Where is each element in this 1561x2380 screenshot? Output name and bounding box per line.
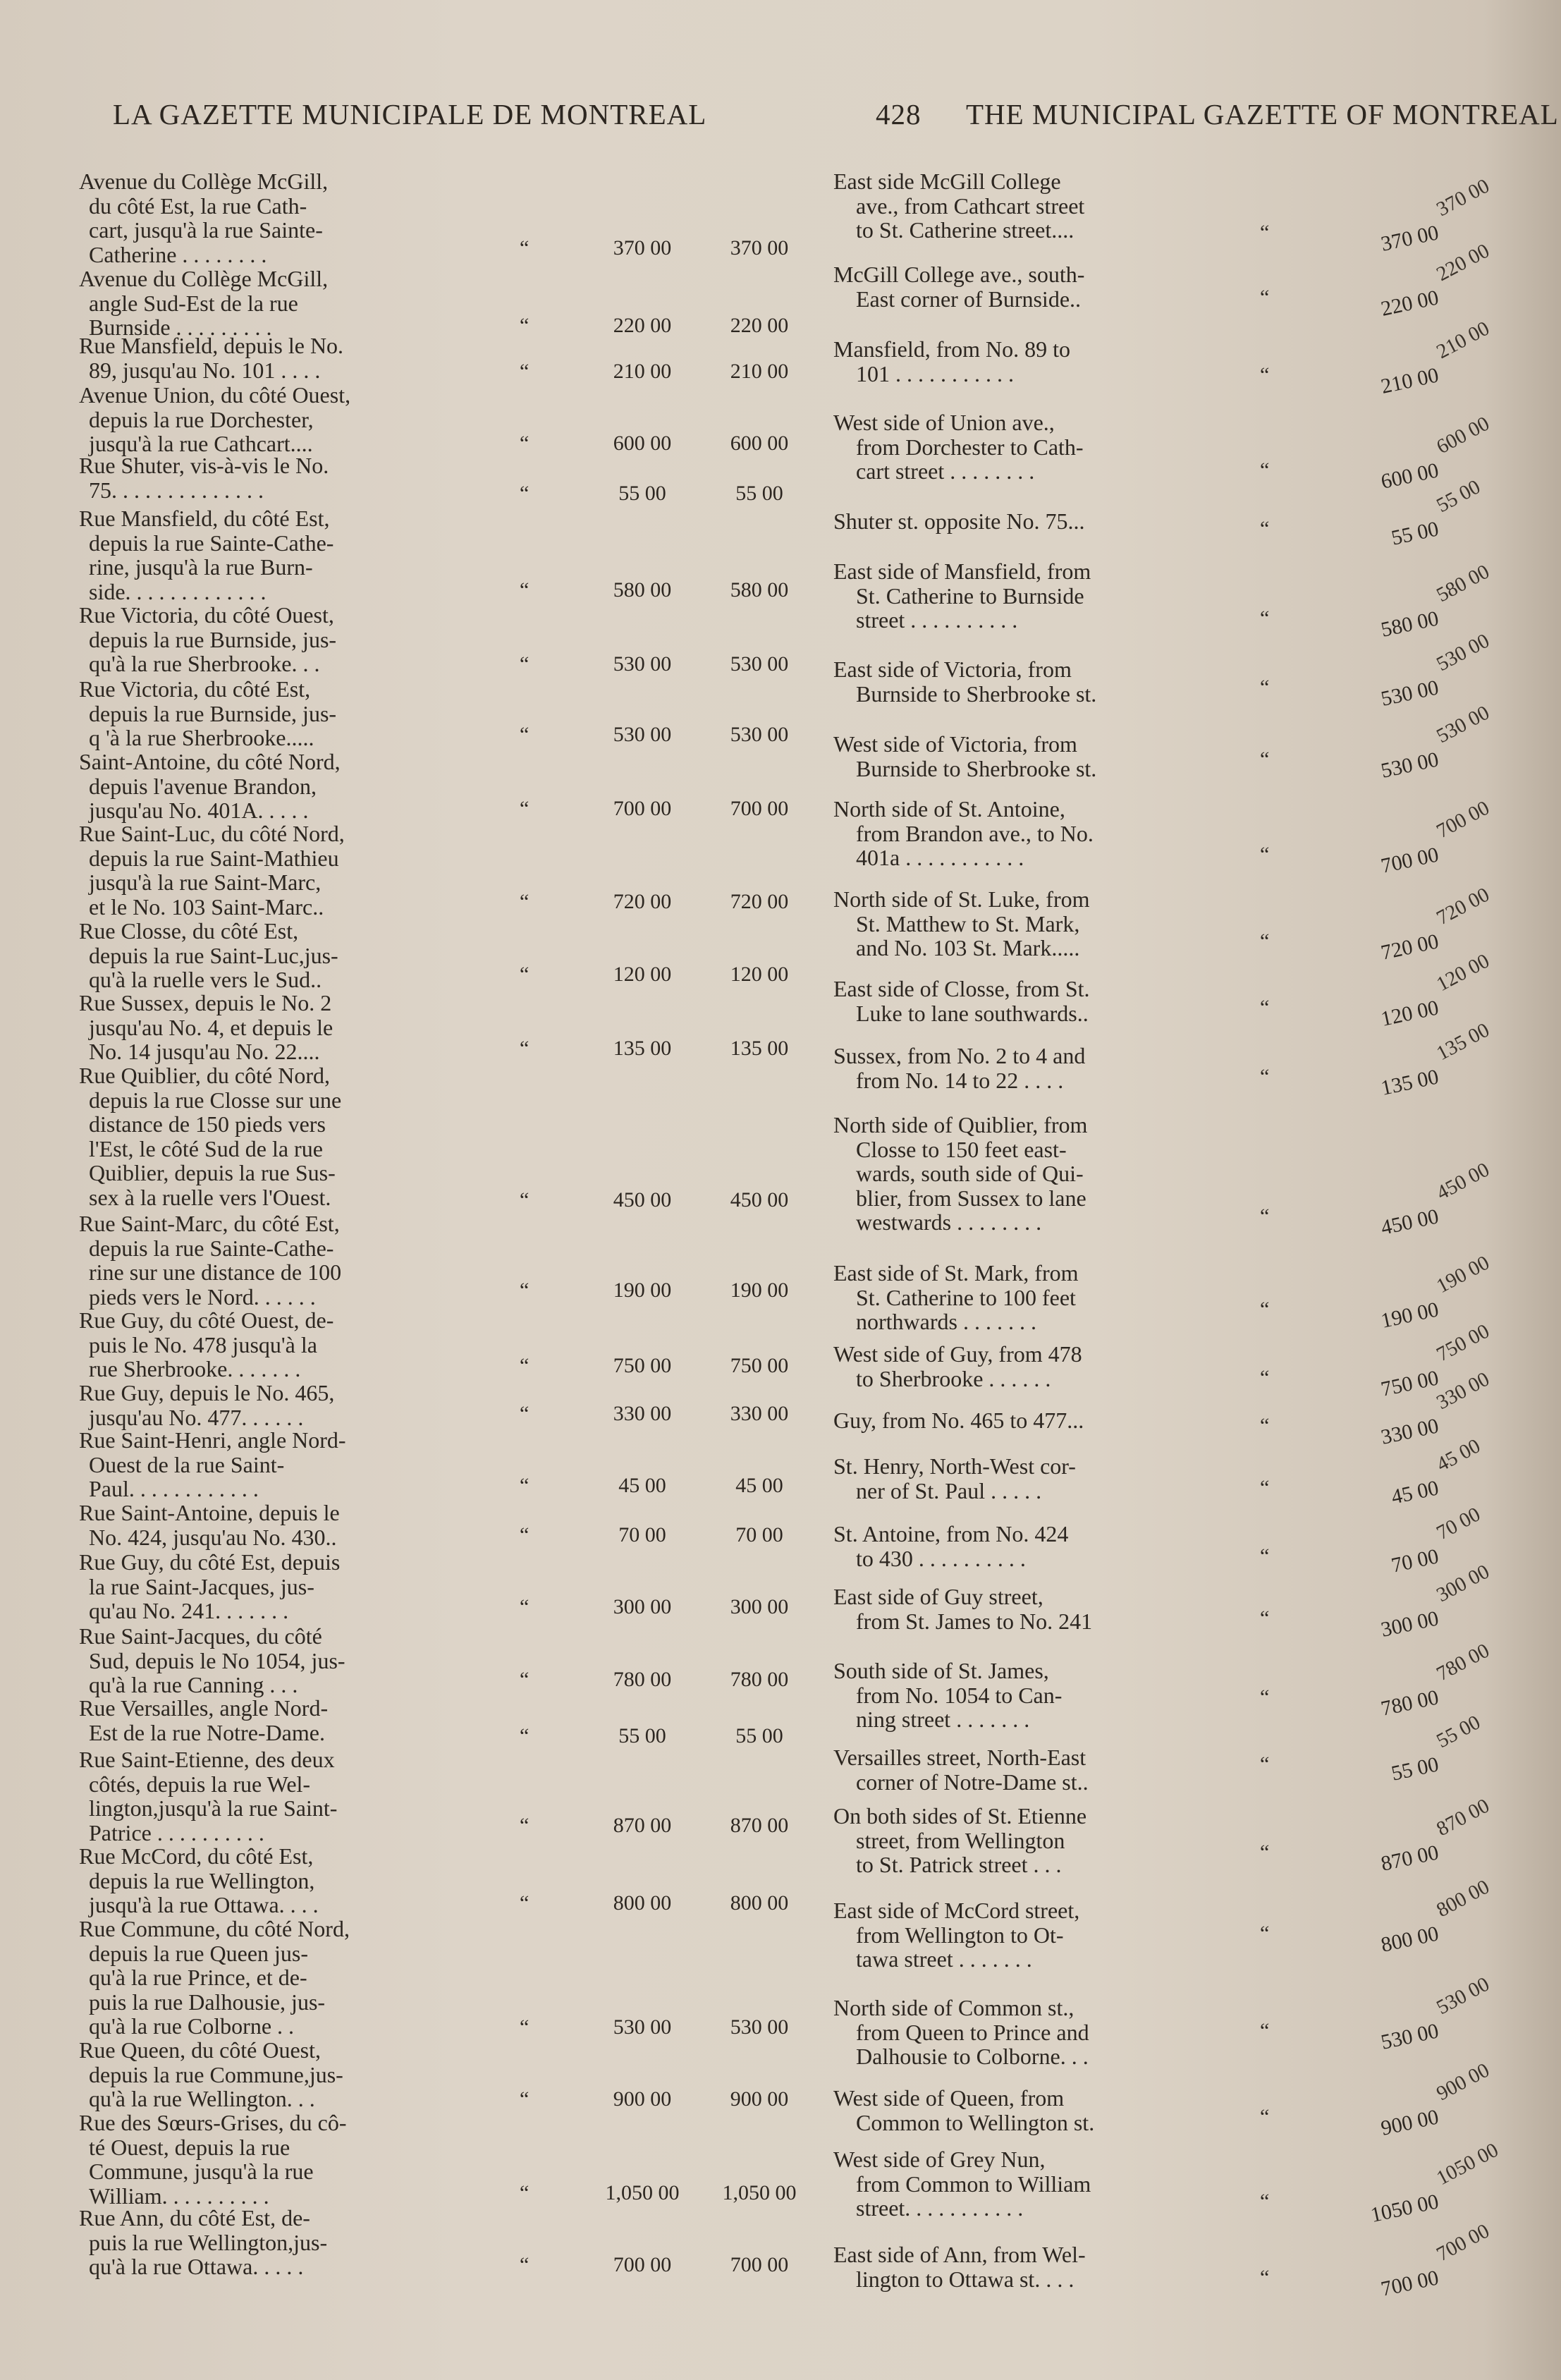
- english-description: Versailles street, North-East corner of Notre-Dame st..: [833, 1745, 1089, 1795]
- english-amount: 530 00: [1378, 2019, 1441, 2054]
- assessment-amount: 330 00: [730, 1402, 789, 1425]
- ditto-mark: “: [520, 1188, 529, 1212]
- valuation-amount: 530 00: [613, 652, 672, 676]
- ditto-mark: “: [1260, 363, 1270, 386]
- french-description: Saint-Antoine, du côté Nord, depuis l'avenue Brandon, jusqu'au No. 401A. . . . .: [79, 749, 341, 823]
- french-description: Rue Saint-Jacques, du côté Sud, depuis le No 1054, jus- qu'à la rue Canning . . .: [79, 1623, 345, 1697]
- margin-amount: 210 00: [1433, 317, 1493, 364]
- valuation-amount: 900 00: [613, 2087, 672, 2111]
- french-description: Rue Guy, du côté Est, depuis la rue Saint-Jacques, jus- qu'au No. 241. . . . . . .: [79, 1549, 341, 1623]
- valuation-amount: 720 00: [613, 890, 672, 913]
- margin-amount: 70 00: [1433, 1503, 1484, 1545]
- french-description: Rue Quiblier, du côté Nord, depuis la rue Closse sur une distance de 150 pieds vers l'Est, le côté Sud de la rue Quiblier, depuis la rue Sus- sex à la ruelle vers l'Ouest.: [79, 1063, 342, 1210]
- french-description: Rue Guy, depuis le No. 465, jusqu'au No. 477. . . . . .: [79, 1380, 335, 1430]
- english-description: McGill College ave., south- East corner of Burnside..: [833, 262, 1085, 312]
- assessment-amount: 55 00: [735, 482, 783, 505]
- ditto-mark: “: [520, 1668, 529, 1691]
- margin-amount: 720 00: [1433, 883, 1493, 930]
- ditto-mark: “: [1260, 286, 1270, 309]
- english-description: Mansfield, from No. 89 to 101 . . . . . . . . . . .: [833, 336, 1070, 386]
- english-description: North side of St. Luke, from St. Matthew to St. Mark, and No. 103 St. Mark.....: [833, 886, 1090, 960]
- ditto-mark: “: [1260, 517, 1270, 540]
- ditto-mark: “: [520, 890, 529, 913]
- margin-amount: 220 00: [1433, 239, 1493, 286]
- margin-amount: 750 00: [1433, 1319, 1493, 1367]
- english-amount: 450 00: [1378, 1204, 1441, 1240]
- ditto-mark: “: [1260, 2190, 1270, 2213]
- english-amount: 135 00: [1378, 1065, 1441, 1100]
- french-description: Rue Saint-Marc, du côté Est, depuis la rue Sainte-Cathe- rine sur une distance de 100 pieds vers le Nord. . . . . .: [79, 1211, 342, 1310]
- ditto-mark: “: [1260, 1922, 1270, 1945]
- ditto-mark: “: [1260, 1841, 1270, 1864]
- margin-amount: 900 00: [1433, 2058, 1493, 2106]
- english-amount: 300 00: [1378, 1606, 1441, 1642]
- assessment-amount: 700 00: [730, 797, 789, 820]
- ditto-mark: “: [520, 432, 529, 455]
- margin-amount: 300 00: [1433, 1560, 1493, 1607]
- french-description: Rue Mansfield, du côté Est, depuis la rue Sainte-Cathe- rine, jusqu'à la rue Burn- side. . . . . . . . . . . . .: [79, 506, 334, 604]
- ditto-mark: “: [1260, 606, 1270, 630]
- margin-amount: 800 00: [1433, 1875, 1493, 1922]
- french-description: Rue Mansfield, depuis le No. 89, jusqu'au No. 101 . . . .: [79, 333, 344, 383]
- valuation-amount: 220 00: [613, 314, 672, 337]
- english-description: North side of Quiblier, from Closse to 150 feet east- wards, south side of Qui- blier, from Sussex to lane westwards . . . . . . . .: [833, 1112, 1088, 1235]
- ditto-mark: “: [520, 1891, 529, 1915]
- assessment-amount: 120 00: [730, 963, 789, 986]
- ditto-mark: “: [1260, 1065, 1270, 1088]
- english-description: West side of Union ave., from Dorchester to Cath- cart street . . . . . . . .: [833, 410, 1084, 484]
- ditto-mark: “: [1260, 1606, 1270, 1630]
- english-description: East side of Closse, from St. Luke to lane southwards..: [833, 976, 1090, 1026]
- assessment-amount: 780 00: [730, 1668, 789, 1691]
- ditto-mark: “: [1260, 929, 1270, 953]
- assessment-amount: 530 00: [730, 2015, 789, 2039]
- english-description: East side of Guy street, from St. James to No. 241: [833, 1584, 1093, 1634]
- valuation-amount: 135 00: [613, 1037, 672, 1060]
- assessment-amount: 700 00: [730, 2253, 789, 2276]
- french-description: Rue Ann, du côté Est, de- puis la rue Wellington,jus- qu'à la rue Ottawa. . . . .: [79, 2205, 328, 2279]
- assessment-amount: 600 00: [730, 432, 789, 455]
- margin-amount: 700 00: [1433, 796, 1493, 843]
- valuation-amount: 700 00: [613, 797, 672, 820]
- ditto-mark: “: [1260, 996, 1270, 1019]
- ditto-mark: “: [520, 2087, 529, 2111]
- ditto-mark: “: [1260, 1685, 1270, 1709]
- english-amount: 370 00: [1378, 221, 1441, 256]
- ditto-mark: “: [1260, 1476, 1270, 1499]
- ditto-mark: “: [1260, 676, 1270, 699]
- english-description: West side of Victoria, from Burnside to Sherbrooke st.: [833, 731, 1097, 781]
- french-description: Rue Queen, du côté Ouest, depuis la rue Commune,jus- qu'à la rue Wellington. . .: [79, 2037, 343, 2111]
- ditto-mark: “: [520, 652, 529, 676]
- ditto-mark: “: [1260, 1204, 1270, 1228]
- page-number: 428: [876, 98, 922, 130]
- english-amount: 700 00: [1378, 843, 1441, 878]
- assessment-amount: 300 00: [730, 1595, 789, 1618]
- english-amount: 530 00: [1378, 676, 1441, 711]
- english-description: East side of Mansfield, from St. Catherine to Burnside street . . . . . . . . . .: [833, 559, 1091, 633]
- ditto-mark: “: [1260, 1544, 1270, 1568]
- french-description: Avenue Union, du côté Ouest, depuis la rue Dorchester, jusqu'à la rue Cathcart....: [79, 382, 351, 456]
- assessment-amount: 1,050 00: [722, 2181, 797, 2204]
- margin-amount: 780 00: [1433, 1639, 1493, 1686]
- assessment-amount: 530 00: [730, 723, 789, 746]
- ditto-mark: “: [1260, 843, 1270, 866]
- margin-amount: 1050 00: [1433, 2138, 1502, 2190]
- assessment-amount: 135 00: [730, 1037, 789, 1060]
- ditto-mark: “: [520, 2181, 529, 2204]
- valuation-amount: 750 00: [613, 1354, 672, 1377]
- valuation-amount: 120 00: [613, 963, 672, 986]
- valuation-amount: 530 00: [613, 2015, 672, 2039]
- ditto-mark: “: [520, 1523, 529, 1546]
- ditto-mark: “: [520, 797, 529, 820]
- french-description: Rue Victoria, du côté Est, depuis la rue Burnside, jus- q 'à la rue Sherbrooke.....: [79, 676, 337, 750]
- french-description: Rue Saint-Luc, du côté Nord, depuis la rue Saint-Mathieu jusqu'à la rue Saint-Marc, et le No. 103 Saint-Marc..: [79, 821, 345, 920]
- ditto-mark: “: [520, 1354, 529, 1377]
- french-description: Rue des Sœurs-Grises, du cô- té Ouest, depuis la rue Commune, jusqu'à la rue William. . . . . . . . . .: [79, 2110, 347, 2209]
- english-description: North side of Common st., from Queen to Prince and Dalhousie to Colborne. . .: [833, 1995, 1089, 2069]
- margin-amount: 700 00: [1433, 2219, 1493, 2266]
- valuation-amount: 600 00: [613, 432, 672, 455]
- assessment-amount: 210 00: [730, 360, 789, 383]
- ditto-mark: “: [520, 360, 529, 383]
- english-amount: 720 00: [1378, 929, 1441, 965]
- valuation-amount: 70 00: [618, 1523, 666, 1546]
- french-description: Rue Saint-Antoine, depuis le No. 424, jusqu'au No. 430..: [79, 1500, 340, 1550]
- ditto-mark: “: [520, 1595, 529, 1618]
- valuation-amount: 330 00: [613, 1402, 672, 1425]
- valuation-amount: 55 00: [618, 482, 666, 505]
- english-amount: 700 00: [1378, 2266, 1441, 2301]
- assessment-amount: 720 00: [730, 890, 789, 913]
- valuation-amount: 870 00: [613, 1814, 672, 1837]
- english-amount: 800 00: [1378, 1922, 1441, 1957]
- english-amount: 870 00: [1378, 1841, 1441, 1876]
- french-description: Rue Saint-Henri, angle Nord- Ouest de la rue Saint- Paul. . . . . . . . . . . .: [79, 1427, 346, 1501]
- valuation-amount: 45 00: [618, 1474, 666, 1497]
- french-description: Rue Closse, du côté Est, depuis la rue Saint-Luc,jus- qu'à la ruelle vers le Sud..: [79, 918, 338, 992]
- margin-amount: 870 00: [1433, 1794, 1493, 1841]
- ditto-mark: “: [520, 1279, 529, 1302]
- margin-amount: 530 00: [1433, 701, 1493, 748]
- valuation-amount: 370 00: [613, 236, 672, 260]
- english-amount: 55 00: [1389, 1752, 1441, 1786]
- ditto-mark: “: [1260, 2266, 1270, 2289]
- header-french-title: LA GAZETTE MUNICIPALE DE MONTREAL: [113, 98, 707, 130]
- ditto-mark: “: [1260, 1752, 1270, 1776]
- margin-amount: 370 00: [1433, 174, 1493, 221]
- ditto-mark: “: [1260, 1366, 1270, 1389]
- french-description: Rue Shuter, vis-à-vis le No. 75. . . . . . . . . . . . . .: [79, 453, 329, 503]
- french-description: Rue Victoria, du côté Ouest, depuis la rue Burnside, jus- qu'à la rue Sherbrooke. . .: [79, 602, 337, 676]
- ditto-mark: “: [1260, 747, 1270, 771]
- assessment-amount: 370 00: [730, 236, 789, 260]
- english-description: East side of Victoria, from Burnside to Sherbrooke st.: [833, 657, 1097, 707]
- ditto-mark: “: [520, 482, 529, 505]
- english-description: East side of Ann, from Wel- lington to Ottawa st. . . .: [833, 2242, 1086, 2292]
- valuation-amount: 580 00: [613, 578, 672, 602]
- english-amount: 1050 00: [1369, 2190, 1441, 2227]
- valuation-amount: 210 00: [613, 360, 672, 383]
- valuation-amount: 1,050 00: [605, 2181, 680, 2204]
- margin-amount: 55 00: [1433, 1711, 1484, 1753]
- ditto-mark: “: [520, 1814, 529, 1837]
- valuation-amount: 300 00: [613, 1595, 672, 1618]
- ditto-mark: “: [520, 578, 529, 602]
- margin-amount: 55 00: [1433, 475, 1484, 518]
- ditto-mark: “: [1260, 221, 1270, 244]
- margin-amount: 600 00: [1433, 412, 1493, 459]
- ditto-mark: “: [520, 236, 529, 260]
- valuation-amount: 55 00: [618, 1724, 666, 1747]
- assessment-amount: 750 00: [730, 1354, 789, 1377]
- valuation-amount: 530 00: [613, 723, 672, 746]
- english-description: West side of Guy, from 478 to Sherbrooke . . . . . .: [833, 1341, 1082, 1391]
- margin-amount: 190 00: [1433, 1251, 1493, 1298]
- margin-amount: 530 00: [1433, 1972, 1493, 2020]
- margin-amount: 135 00: [1433, 1018, 1493, 1066]
- english-description: North side of St. Antoine, from Brandon ave., to No. 401a . . . . . . . . . . .: [833, 796, 1094, 870]
- english-description: Shuter st. opposite No. 75...: [833, 508, 1085, 534]
- english-amount: 70 00: [1389, 1544, 1441, 1577]
- english-amount: 220 00: [1378, 286, 1441, 321]
- margin-amount: 330 00: [1433, 1367, 1493, 1415]
- french-description: Rue Sussex, depuis le No. 2 jusqu'au No. 4, et depuis le No. 14 jusqu'au No. 22....: [79, 990, 333, 1064]
- english-description: East side of St. Mark, from St. Catherine to 100 feet northwards . . . . . . .: [833, 1260, 1079, 1334]
- english-amount: 530 00: [1378, 747, 1441, 783]
- assessment-amount: 70 00: [735, 1523, 783, 1546]
- english-amount: 750 00: [1378, 1366, 1441, 1401]
- french-description: Rue Guy, du côté Ouest, de- puis le No. 478 jusqu'à la rue Sherbrooke. . . . . . .: [79, 1307, 334, 1381]
- english-amount: 330 00: [1378, 1414, 1441, 1449]
- english-amount: 780 00: [1378, 1685, 1441, 1721]
- assessment-amount: 530 00: [730, 652, 789, 676]
- english-amount: 580 00: [1378, 606, 1441, 642]
- ditto-mark: “: [1260, 2105, 1270, 2128]
- margin-amount: 45 00: [1433, 1434, 1484, 1477]
- assessment-amount: 870 00: [730, 1814, 789, 1837]
- english-description: Guy, from No. 465 to 477...: [833, 1408, 1084, 1433]
- valuation-amount: 190 00: [613, 1279, 672, 1302]
- assessment-amount: 220 00: [730, 314, 789, 337]
- valuation-amount: 800 00: [613, 1891, 672, 1915]
- english-description: West side of Queen, from Common to Wellington st.: [833, 2085, 1095, 2135]
- ditto-mark: “: [520, 1724, 529, 1747]
- english-amount: 55 00: [1389, 517, 1441, 550]
- english-amount: 600 00: [1378, 458, 1441, 494]
- french-description: Avenue du Collège McGill, angle Sud-Est de la rue Burnside . . . . . . . . .: [79, 266, 329, 340]
- english-amount: 900 00: [1378, 2105, 1441, 2140]
- ditto-mark: “: [520, 1037, 529, 1060]
- english-description: East side of McCord street, from Wellington to Ot- tawa street . . . . . . .: [833, 1898, 1080, 1972]
- ditto-mark: “: [1260, 1414, 1270, 1437]
- assessment-amount: 450 00: [730, 1188, 789, 1212]
- ditto-mark: “: [520, 1402, 529, 1425]
- valuation-amount: 450 00: [613, 1188, 672, 1212]
- french-description: Rue Versailles, angle Nord- Est de la rue Notre-Dame.: [79, 1695, 329, 1745]
- english-amount: 120 00: [1378, 996, 1441, 1031]
- margin-amount: 120 00: [1433, 949, 1493, 996]
- header-english-title: THE MUNICIPAL GAZETTE OF MONTREAL: [966, 98, 1559, 130]
- assessment-amount: 800 00: [730, 1891, 789, 1915]
- english-description: East side McGill College ave., from Cathcart street to St. Catherine street....: [833, 169, 1085, 243]
- ditto-mark: “: [1260, 458, 1270, 482]
- ditto-mark: “: [520, 963, 529, 986]
- ditto-mark: “: [1260, 2019, 1270, 2042]
- ditto-mark: “: [520, 314, 529, 337]
- ditto-mark: “: [520, 2015, 529, 2039]
- assessment-amount: 45 00: [735, 1474, 783, 1497]
- margin-amount: 530 00: [1433, 629, 1493, 676]
- ditto-mark: “: [520, 723, 529, 746]
- ditto-mark: “: [1260, 1298, 1270, 1321]
- english-amount: 45 00: [1389, 1476, 1441, 1509]
- assessment-amount: 190 00: [730, 1279, 789, 1302]
- english-description: On both sides of St. Etienne street, from Wellington to St. Patrick street . . .: [833, 1803, 1087, 1877]
- valuation-amount: 700 00: [613, 2253, 672, 2276]
- assessment-amount: 580 00: [730, 578, 789, 602]
- assessment-amount: 900 00: [730, 2087, 789, 2111]
- assessment-amount: 55 00: [735, 1724, 783, 1747]
- english-description: South side of St. James, from No. 1054 to Can- ning street . . . . . . .: [833, 1658, 1063, 1732]
- margin-amount: 580 00: [1433, 560, 1493, 607]
- french-description: Avenue du Collège McGill, du côté Est, la rue Cath- cart, jusqu'à la rue Sainte- Catherine . . . . . . . .: [79, 169, 329, 267]
- french-description: Rue Saint-Etienne, des deux côtés, depuis la rue Wel- lington,jusqu'à la rue Saint- Patrice . . . . . . . . . .: [79, 1747, 338, 1845]
- english-amount: 210 00: [1378, 363, 1441, 398]
- margin-amount: 450 00: [1433, 1158, 1493, 1205]
- french-description: Rue McCord, du côté Est, depuis la rue Wellington, jusqu'à la rue Ottawa. . . .: [79, 1843, 319, 1917]
- french-description: Rue Commune, du côté Nord, depuis la rue Queen jus- qu'à la rue Prince, et de- puis la rue Dalhousie, jus- qu'à la rue Colborne . .: [79, 1916, 350, 2039]
- english-description: St. Antoine, from No. 424 to 430 . . . . . . . . . .: [833, 1521, 1069, 1571]
- ditto-mark: “: [520, 2253, 529, 2276]
- english-description: St. Henry, North-West cor- ner of St. Paul . . . . .: [833, 1453, 1076, 1503]
- english-description: Sussex, from No. 2 to 4 and from No. 14 to 22 . . . .: [833, 1043, 1086, 1093]
- english-amount: 190 00: [1378, 1298, 1441, 1333]
- valuation-amount: 780 00: [613, 1668, 672, 1691]
- english-description: West side of Grey Nun, from Common to William street. . . . . . . . . . .: [833, 2147, 1091, 2221]
- ditto-mark: “: [520, 1474, 529, 1497]
